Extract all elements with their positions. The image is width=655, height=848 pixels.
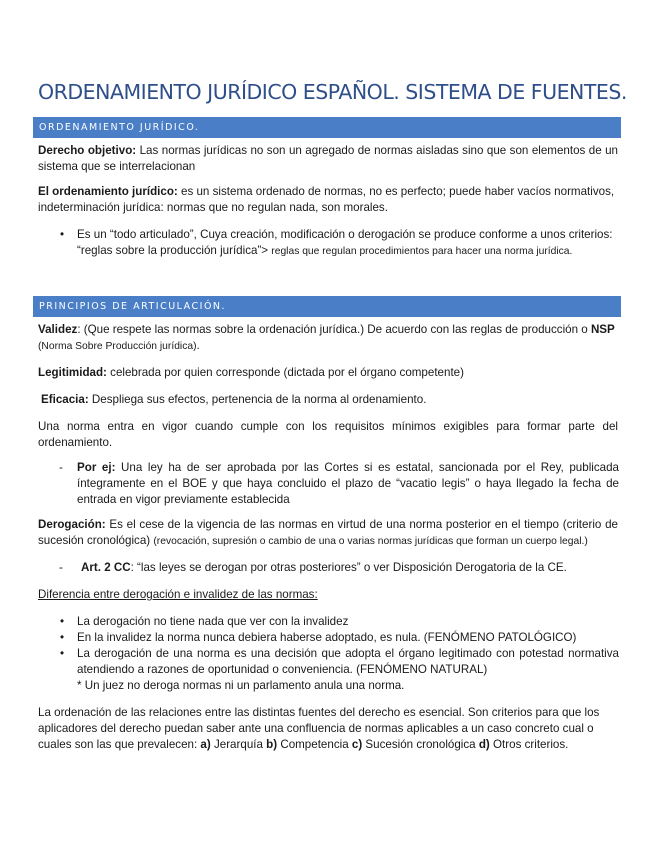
por-ej-text: Una ley ha de ser aprobada por las Cortes si es estatal, sancionada por el Rey, publicada íntegramente en el BOE y que haya concluido el plazo de “vacatio legis” o haya llegado la fecha de entrada en vigor previamente establecida — [77, 461, 619, 506]
bullet-articulado-small: reglas que regulan procedimientos para hacer una norma jurídica. — [271, 246, 573, 257]
bullet-marker: • — [60, 615, 65, 628]
ordenamiento-label: El ordenamiento jurídico: — [38, 185, 178, 198]
paragraph-validez — [38, 322, 618, 355]
diferencia-bullet-3: La derogación de una norma es una decisión que adopta el órgano legitimado con potestad normativa atendiendo a razones de oportunidad o conveniencia. (FENÓMENO NATURAL) — [77, 647, 619, 676]
validez-label: Validez — [38, 323, 78, 336]
bullet-todo-articulado — [77, 227, 619, 260]
diferencia-note: * Un juez no deroga normas ni un parlamento anula una norma. — [77, 679, 405, 692]
paragraph-derogacion — [38, 517, 618, 550]
ordenamiento-text: es un sistema ordenado de normas, no es perfecto; puede haber vacíos normativos, indeterminación jurídica: normas que no regulan nada, son morales. — [38, 185, 615, 214]
final-b: b) — [266, 738, 278, 751]
art2-text: : “las leyes se derogan por otras posteriores” o ver Disposición Derogatoria de la CE. — [130, 561, 567, 574]
final-text: La ordenación de las relaciones entre las distintas fuentes del derecho es esencial. Son criterios para que los aplicadores del derecho puedan saber ante una confluencia de normas aplicables a un caso concreto cual o cuales son las que prevalecen: — [38, 706, 600, 751]
final-c: c) — [351, 738, 363, 751]
paragraph-legitimidad — [38, 365, 618, 381]
section-heading-principios: PRINCIPIOS DE ARTICULACIÓN. — [33, 296, 621, 317]
bullet-marker: • — [60, 631, 65, 644]
paragraph-vigor: Una norma entra en vigor cuando cumple con los requisitos mínimos exigibles para formar parte del ordenamiento. — [38, 420, 618, 449]
validez-end: . — [196, 339, 200, 352]
legitimidad-label: Legitimidad: — [38, 366, 107, 379]
validez-text: : (Que respete las normas sobre la ordenación jurídica.) De acuerdo con las reglas de producción o — [77, 323, 591, 336]
final-c-text: Sucesión cronológica — [362, 738, 479, 751]
derecho-objetivo-text: Las normas jurídicas no son un agregado de normas aisladas sino que son elementos de un sistema que se interrelacionan — [38, 144, 618, 173]
paragraph-art2 — [81, 560, 619, 576]
paragraph-por-ej — [77, 460, 619, 508]
legitimidad-text: celebrada por quien corresponde (dictada por el órgano competente) — [106, 366, 464, 379]
por-ej-label: Por ej: — [77, 461, 116, 474]
diferencia-bullet-1: La derogación no tiene nada que ver con la invalidez — [77, 615, 349, 628]
derogacion-small: (revocación, supresión o cambio de una o varias normas jurídicas que forman un cuerpo legal.) — [153, 536, 588, 547]
section-heading-ordenamiento: ORDENAMIENTO JURÍDICO. — [33, 117, 621, 138]
bullet-articulado-text: Es un “todo articulado”, Cuya creación, modificación o derogación se produce conforme a unos criterios: “reglas sobre la producción jurídica”> — [77, 228, 613, 257]
final-d: d) — [478, 738, 490, 751]
paragraph-final — [38, 705, 618, 753]
final-a: a) — [200, 738, 211, 751]
diferencia-heading: Diferencia entre derogación e invalidez de las normas: — [38, 588, 318, 601]
paragraph-eficacia — [41, 392, 621, 408]
validez-small: (Norma Sobre Producción jurídica) — [38, 341, 197, 352]
diferencia-bullet-2: En la invalidez la norma nunca debiera haberse adoptado, es nula. (FENÓMENO PATOLÓGICO) — [77, 631, 577, 644]
paragraph-ordenamiento — [38, 184, 618, 216]
nsp-label: NSP — [590, 323, 615, 336]
derogacion-label: Derogación: — [38, 518, 106, 531]
dash-marker: - — [59, 461, 63, 474]
eficacia-text: Despliega sus efectos, pertenencia de la norma al ordenamiento. — [88, 393, 427, 406]
eficacia-label: Eficacia: — [41, 393, 89, 406]
art2-label: Art. 2 CC — [81, 561, 131, 574]
final-b-text: Competencia — [277, 738, 352, 751]
derogacion-text: Es el cese de la vigencia de las normas en virtud de una norma posterior en el tiempo (criterio de sucesión cronológica) — [38, 518, 618, 547]
bullet-marker: • — [60, 228, 65, 241]
paragraph-derecho-objetivo — [38, 143, 618, 175]
derecho-objetivo-label: Derecho objetivo: — [38, 144, 137, 157]
final-d-text: Otros criterios. — [489, 738, 569, 751]
page-title: ORDENAMIENTO JURÍDICO ESPAÑOL. SISTEMA DE FUENTES. — [38, 80, 627, 104]
dash-marker: - — [59, 561, 63, 574]
bullet-marker: • — [60, 647, 65, 660]
final-a-text: Jerarquía — [210, 738, 267, 751]
